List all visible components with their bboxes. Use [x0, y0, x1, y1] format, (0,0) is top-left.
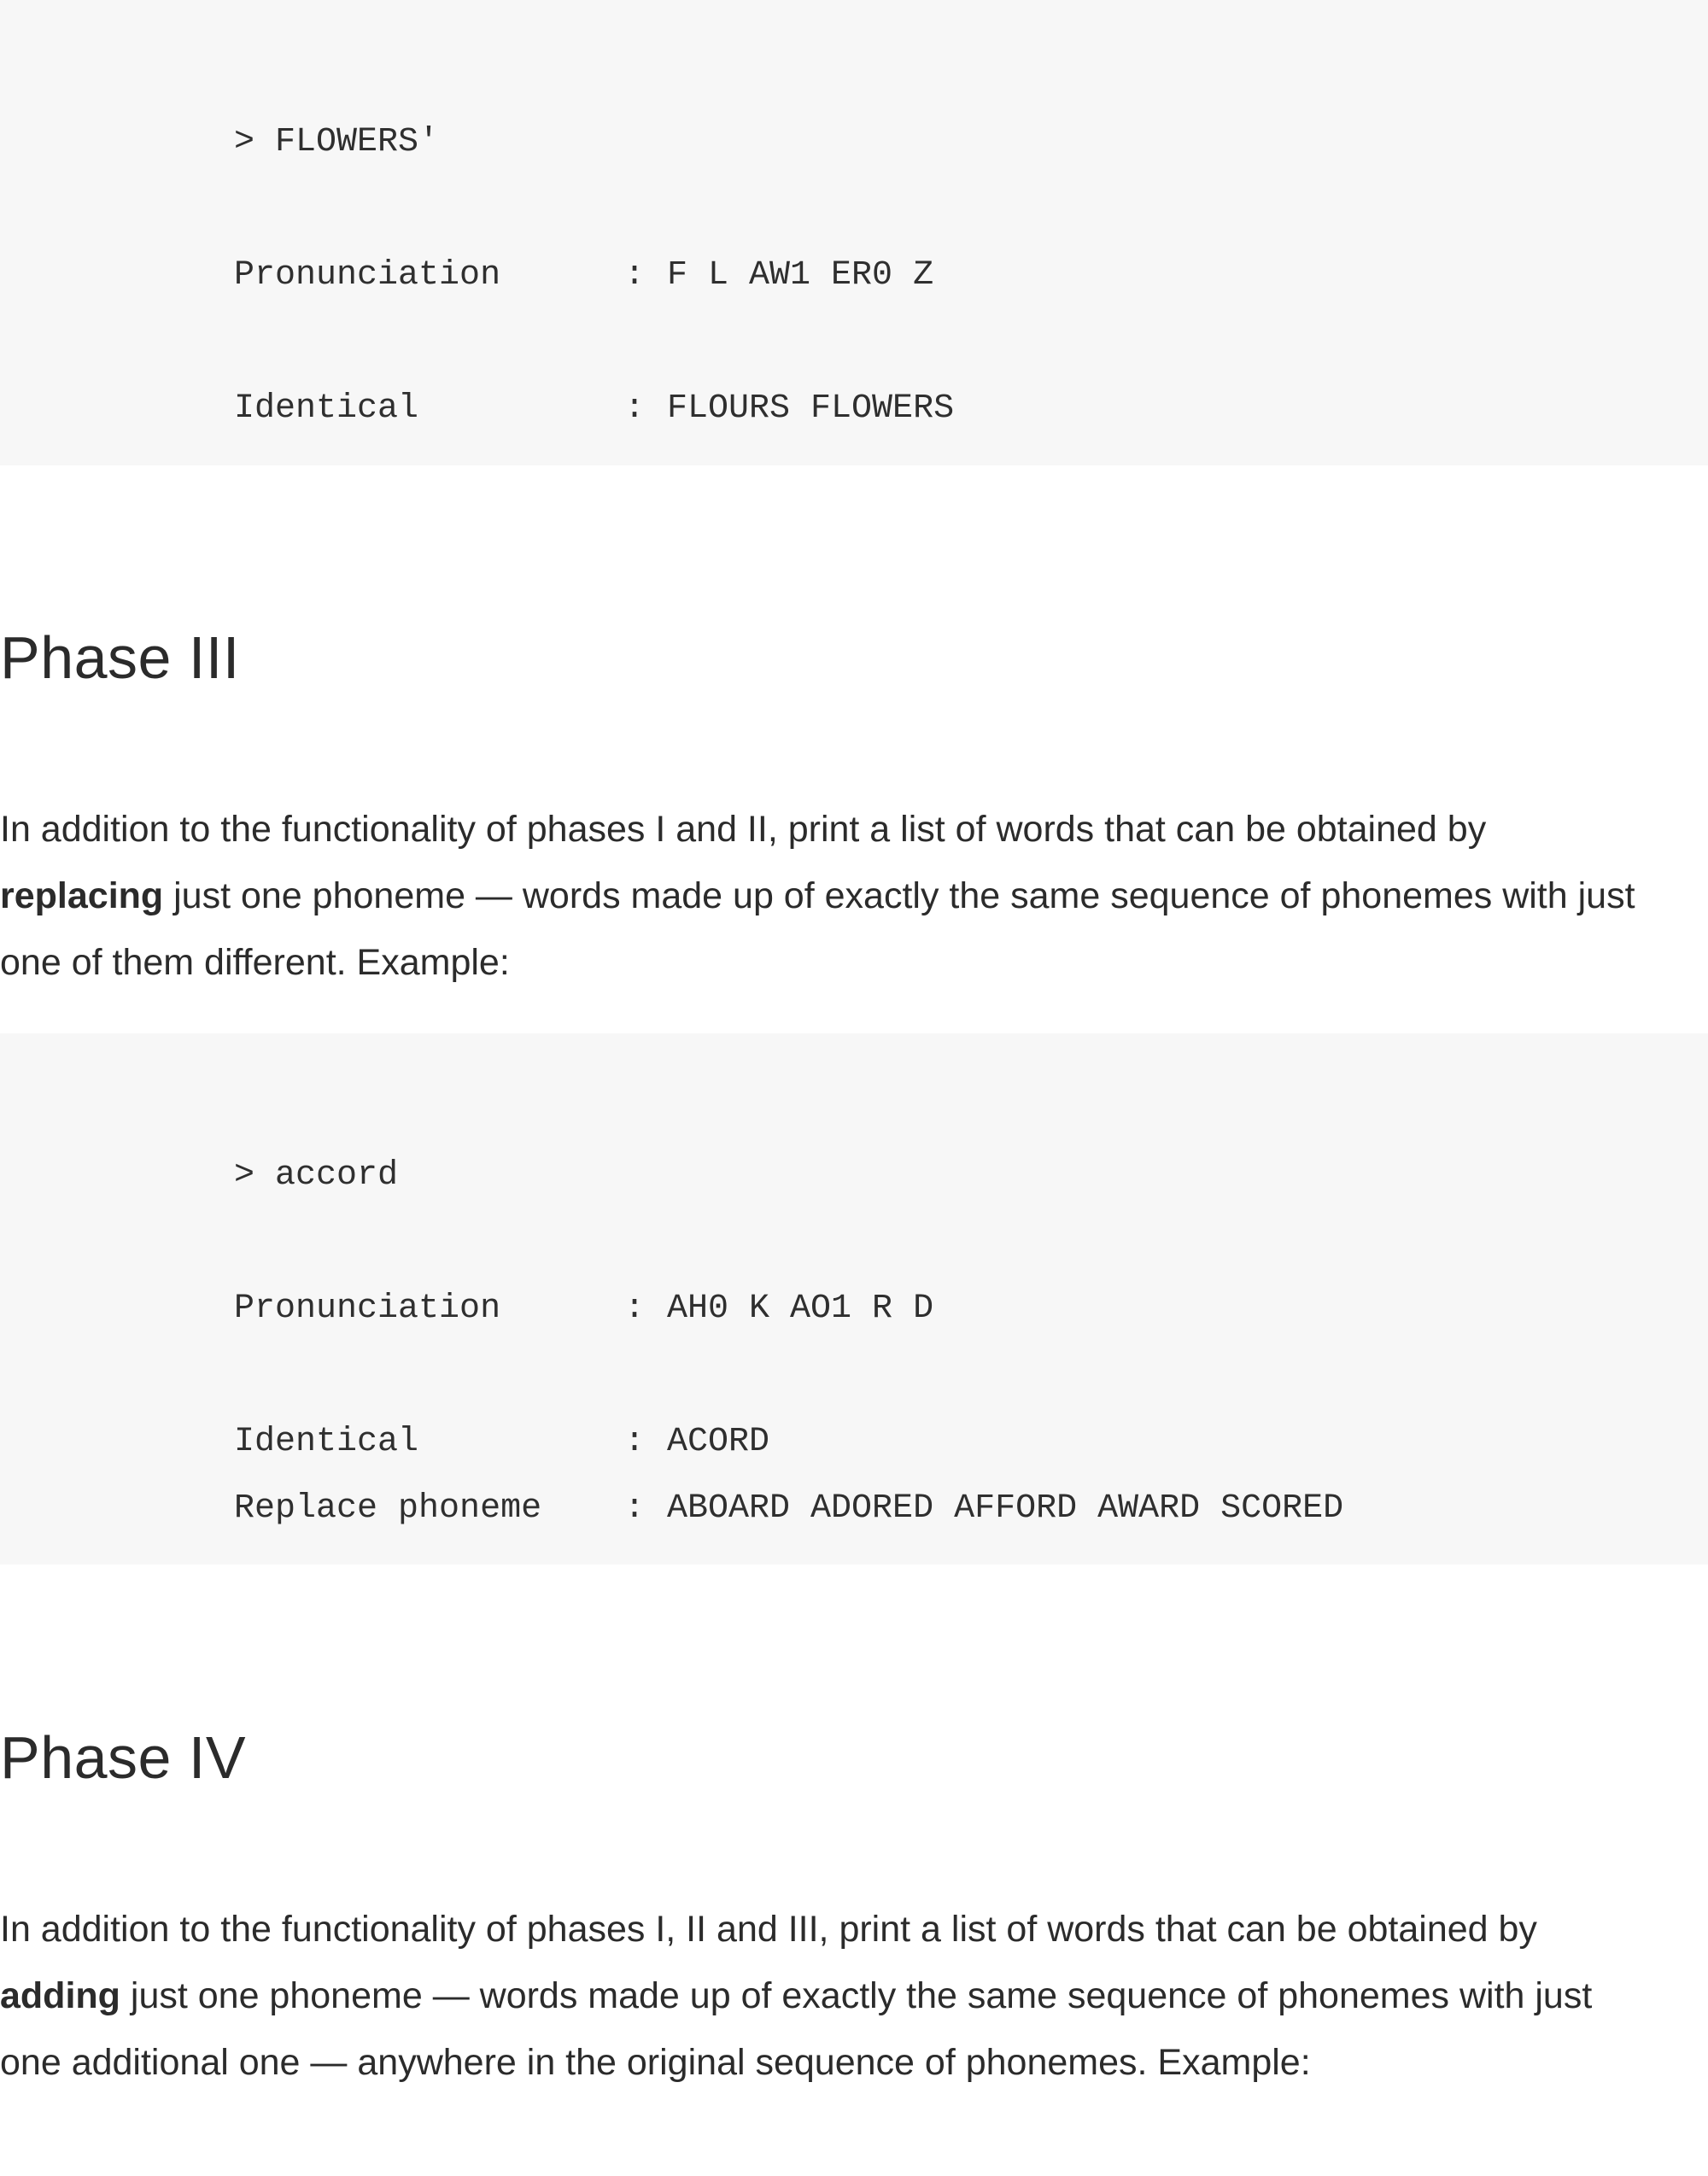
phase-3-paragraph	[0, 796, 1699, 996]
code-prompt	[152, 81, 439, 204]
separator: :	[624, 1290, 646, 1328]
pronunciation-label: Pronunciation	[234, 256, 501, 295]
separator: :	[624, 1423, 646, 1461]
bold-term: adding	[0, 1975, 120, 2016]
paragraph-line: In addition to the functionality of phases I, II and III, print a list of words that can be obtained by	[0, 1909, 1537, 1950]
replace-label: Replace phoneme	[234, 1489, 542, 1528]
prompt-text: > accord	[234, 1156, 399, 1195]
replace-phoneme-row	[152, 1448, 1343, 1571]
paragraph-line: In addition to the functionality of phases I and II, print a list of words that can be obtained by	[0, 809, 1487, 850]
pronunciation-label: Pronunciation	[234, 1290, 501, 1328]
prompt-text: > FLOWERS'	[234, 123, 440, 161]
separator: :	[624, 1489, 646, 1528]
replace-value: ABOARD ADORED AFFORD AWARD SCORED	[667, 1489, 1344, 1528]
paragraph-line	[0, 863, 1699, 929]
identical-value: FLOURS FLOWERS	[667, 389, 955, 428]
identical-label: Identical	[234, 389, 419, 428]
phase-4-paragraph	[0, 1896, 1699, 2096]
pronunciation-value: AH0 K AO1 R D	[667, 1290, 934, 1328]
identical-value: ACORD	[667, 1423, 770, 1461]
paragraph-text: just one phoneme — words made up of exactly the same sequence of phonemes with just	[163, 875, 1635, 916]
paragraph-line: one additional one — anywhere in the original sequence of phonemes. Example:	[0, 2042, 1311, 2083]
code-prompt	[152, 1114, 398, 1237]
bold-term: replacing	[0, 875, 164, 916]
pronunciation-row	[152, 214, 933, 337]
paragraph-line: one of them different. Example:	[0, 942, 510, 983]
identical-label: Identical	[234, 1423, 419, 1461]
separator: :	[624, 256, 646, 295]
phase-3-heading: Phase III	[0, 624, 240, 691]
pronunciation-value: F L AW1 ER0 Z	[667, 256, 934, 295]
pronunciation-row	[152, 1248, 933, 1371]
identical-row	[152, 348, 954, 471]
separator: :	[624, 389, 646, 428]
paragraph-text: just one phoneme — words made up of exactly the same sequence of phonemes with just	[120, 1975, 1593, 2016]
paragraph-line	[0, 1962, 1699, 2029]
code-block-accord	[0, 1033, 1708, 1565]
code-block-flowers	[0, 0, 1708, 465]
phase-4-heading: Phase IV	[0, 1724, 247, 1791]
